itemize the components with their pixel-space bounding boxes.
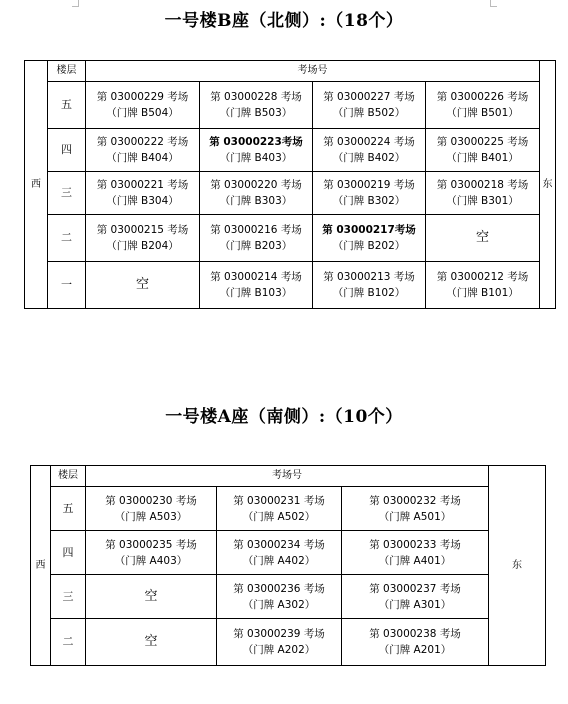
floor-label: 一 bbox=[48, 262, 86, 309]
room-cell bbox=[426, 82, 540, 129]
room-cell bbox=[342, 575, 489, 619]
empty-cell: 空 bbox=[86, 575, 217, 619]
room-header: 考场号 bbox=[86, 466, 489, 487]
door-plate: （门牌 B304） bbox=[106, 195, 179, 207]
door-plate: （门牌 B503） bbox=[219, 107, 293, 119]
door-plate: （门牌 B502） bbox=[332, 107, 406, 119]
room-number: 第 03000227 考场 bbox=[323, 91, 415, 103]
door-plate: （门牌 B504） bbox=[106, 107, 179, 119]
room-cell bbox=[200, 215, 313, 262]
door-plate: （门牌 A301） bbox=[378, 598, 452, 611]
room-cell bbox=[313, 215, 426, 262]
east-label: 东 bbox=[489, 466, 546, 666]
floor-label: 五 bbox=[48, 82, 86, 129]
room-number: 第 03000220 考场 bbox=[210, 179, 302, 191]
room-number: 第 03000239 考场 bbox=[233, 628, 325, 640]
door-plate: （门牌 B401） bbox=[446, 152, 519, 164]
section-a-title: 一号楼A座（南侧）:（10个） bbox=[165, 407, 403, 427]
door-plate: （门牌 A202） bbox=[242, 644, 316, 656]
door-plate: （门牌 A403） bbox=[114, 554, 188, 567]
door-plate: （门牌 B103） bbox=[219, 287, 293, 299]
door-plate: （门牌 B501） bbox=[446, 107, 519, 119]
west-label: 西 bbox=[25, 61, 48, 309]
door-plate: （门牌 A302） bbox=[242, 598, 316, 611]
west-label: 西 bbox=[31, 466, 51, 666]
door-plate: （门牌 B301） bbox=[446, 195, 519, 207]
floor-header: 楼层 bbox=[51, 466, 86, 487]
door-plate: （门牌 B204） bbox=[106, 240, 179, 252]
door-plate: （门牌 B102） bbox=[332, 287, 406, 299]
room-cell bbox=[217, 487, 342, 531]
room-number: 第 03000216 考场 bbox=[210, 224, 302, 236]
floor-label: 二 bbox=[51, 619, 86, 666]
room-number: 第 03000215 考场 bbox=[96, 224, 189, 236]
room-cell bbox=[86, 531, 217, 575]
room-cell bbox=[200, 82, 313, 129]
room-number: 第 03000237 考场 bbox=[369, 582, 461, 595]
door-plate: （门牌 A201） bbox=[378, 644, 452, 656]
room-number: 第 03000235 考场 bbox=[105, 538, 197, 551]
empty-cell: 空 bbox=[86, 262, 200, 309]
section-b-title: 一号楼B座（北侧）:（18个） bbox=[164, 11, 404, 31]
floor-header: 楼层 bbox=[48, 61, 86, 82]
room-number: 第 03000224 考场 bbox=[323, 136, 415, 148]
room-cell bbox=[313, 129, 426, 172]
floor-label: 四 bbox=[51, 531, 86, 575]
room-cell bbox=[217, 575, 342, 619]
room-cell bbox=[342, 487, 489, 531]
door-plate: （门牌 B402） bbox=[332, 152, 406, 164]
room-number: 第 03000230 考场 bbox=[105, 494, 197, 507]
room-number: 第 03000221 考场 bbox=[96, 179, 189, 191]
room-number: 第 03000212 考场 bbox=[436, 271, 529, 283]
room-cell bbox=[342, 619, 489, 666]
room-number: 第 03000234 考场 bbox=[233, 538, 325, 551]
room-cell bbox=[426, 129, 540, 172]
door-plate: （门牌 B302） bbox=[332, 195, 406, 207]
room-cell bbox=[217, 619, 342, 666]
room-number: 第 03000222 考场 bbox=[96, 136, 189, 148]
room-number: 第 03000231 考场 bbox=[233, 494, 325, 507]
door-plate: （门牌 B303） bbox=[219, 195, 293, 207]
empty-cell: 空 bbox=[426, 215, 540, 262]
room-cell bbox=[313, 82, 426, 129]
door-plate: （门牌 A502） bbox=[242, 510, 316, 523]
door-plate: （门牌 A402） bbox=[242, 554, 316, 567]
east-label: 东 bbox=[540, 61, 556, 309]
room-cell bbox=[217, 531, 342, 575]
room-cell bbox=[200, 262, 313, 309]
room-cell bbox=[86, 129, 200, 172]
room-number: 第 03000217考场 bbox=[322, 224, 416, 236]
room-cell bbox=[86, 172, 200, 215]
room-header: 考场号 bbox=[86, 61, 540, 82]
room-number: 第 03000226 考场 bbox=[436, 91, 529, 103]
door-plate: （门牌 B404） bbox=[106, 152, 179, 164]
section-b-table bbox=[24, 60, 556, 309]
floor-label: 三 bbox=[51, 575, 86, 619]
room-cell bbox=[426, 172, 540, 215]
door-plate: （门牌 A401） bbox=[378, 554, 452, 567]
empty-cell: 空 bbox=[86, 619, 217, 666]
door-plate: （门牌 A503） bbox=[114, 510, 188, 523]
room-cell bbox=[200, 172, 313, 215]
room-cell bbox=[86, 215, 200, 262]
room-cell bbox=[200, 129, 313, 172]
room-cell bbox=[86, 487, 217, 531]
floor-label: 三 bbox=[48, 172, 86, 215]
room-cell bbox=[86, 82, 200, 129]
door-plate: （门牌 B101） bbox=[446, 287, 519, 299]
room-number: 第 03000229 考场 bbox=[96, 91, 189, 103]
floor-label: 五 bbox=[51, 487, 86, 531]
room-number: 第 03000233 考场 bbox=[369, 538, 461, 551]
floor-label: 二 bbox=[48, 215, 86, 262]
room-cell bbox=[313, 262, 426, 309]
room-number: 第 03000236 考场 bbox=[233, 582, 325, 595]
room-number: 第 03000238 考场 bbox=[369, 628, 461, 640]
room-number: 第 03000225 考场 bbox=[436, 136, 529, 148]
door-plate: （门牌 A501） bbox=[378, 510, 452, 523]
room-number: 第 03000223考场 bbox=[209, 136, 303, 148]
door-plate: （门牌 B403） bbox=[219, 152, 293, 164]
section-a-table bbox=[30, 465, 546, 666]
room-number: 第 03000232 考场 bbox=[369, 494, 461, 507]
room-number: 第 03000214 考场 bbox=[210, 271, 302, 283]
door-plate: （门牌 B202） bbox=[332, 240, 406, 252]
room-cell bbox=[342, 531, 489, 575]
room-cell bbox=[313, 172, 426, 215]
floor-label: 四 bbox=[48, 129, 86, 172]
room-number: 第 03000228 考场 bbox=[210, 91, 302, 103]
room-number: 第 03000218 考场 bbox=[436, 179, 529, 191]
room-number: 第 03000213 考场 bbox=[323, 271, 415, 283]
room-cell bbox=[426, 262, 540, 309]
room-number: 第 03000219 考场 bbox=[323, 179, 415, 191]
door-plate: （门牌 B203） bbox=[219, 240, 293, 252]
